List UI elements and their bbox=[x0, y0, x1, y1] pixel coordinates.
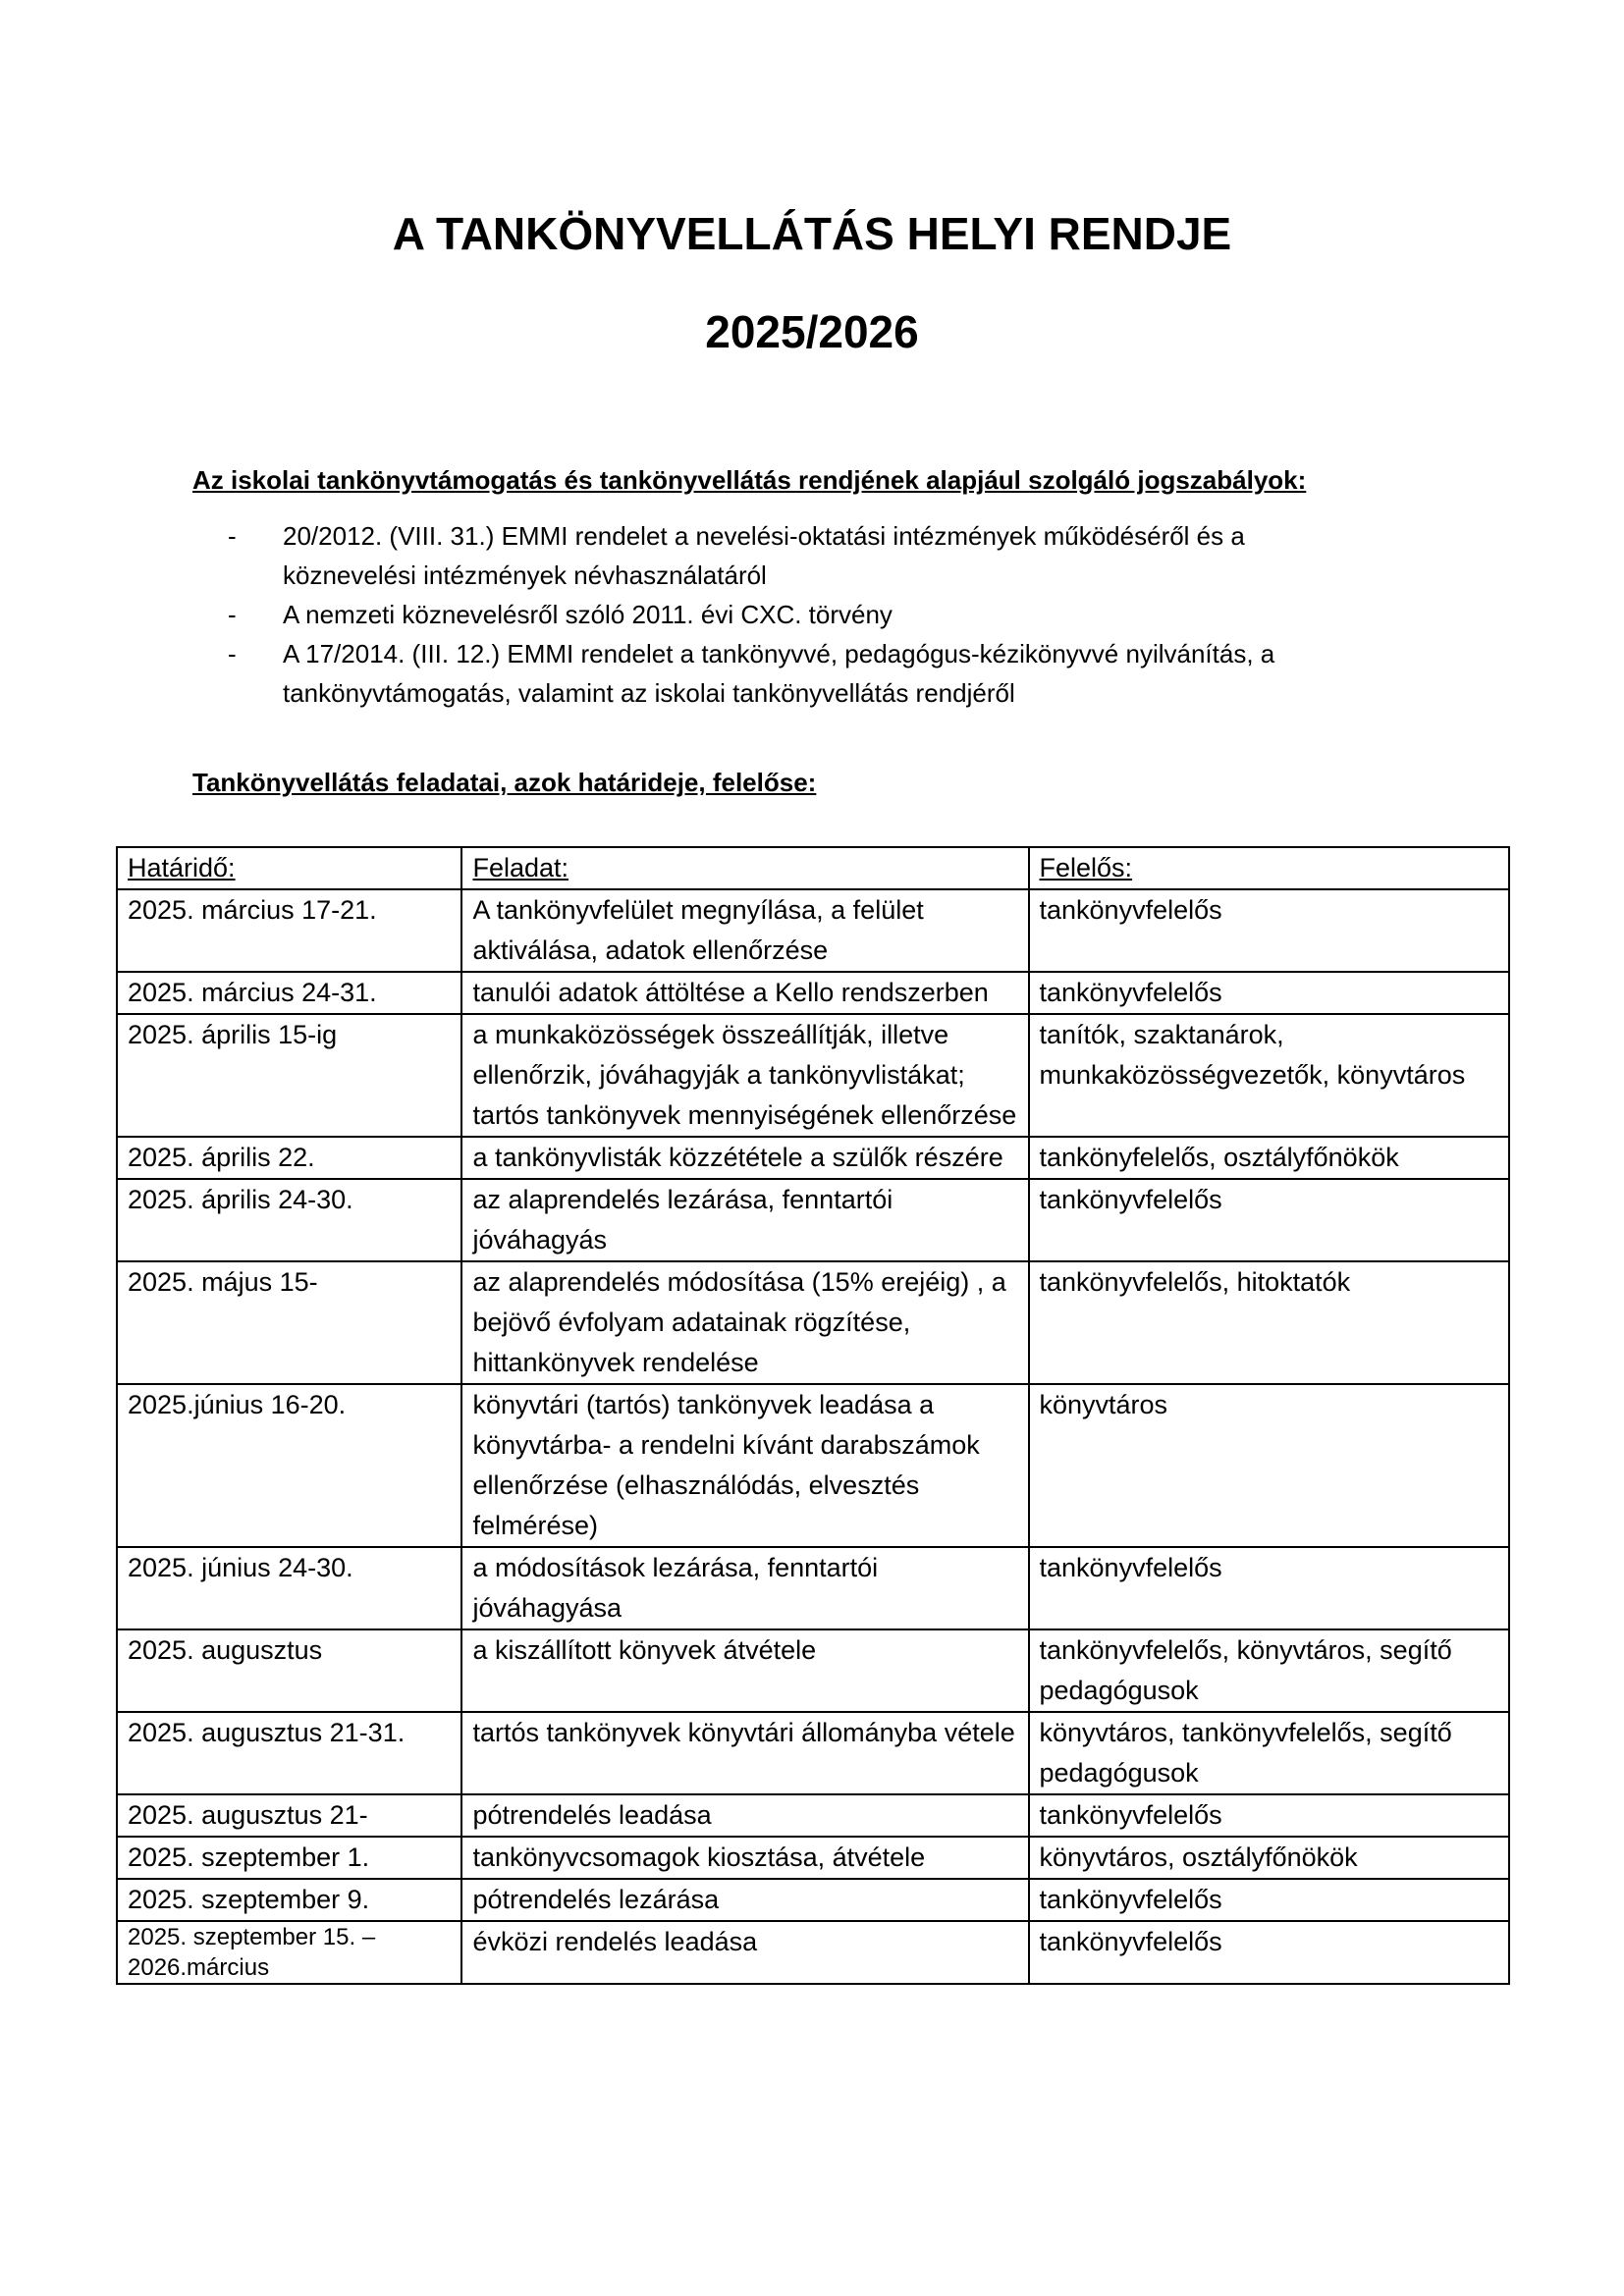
legal-basis-item bbox=[192, 595, 1371, 634]
task-cell: a munkaközösségek összeállítják, illetve ellenőrzik, jóváhagyják a tankönyvlistákat; tartós tankönyvek mennyiségének ellenőrzése bbox=[461, 1014, 1028, 1137]
task-cell: tanulói adatok áttöltése a Kello rendszerben bbox=[461, 972, 1028, 1014]
deadline-cell: 2025. szeptember 15. – 2026.március bbox=[117, 1921, 461, 1984]
table-row bbox=[117, 1261, 1509, 1384]
legal-basis-list bbox=[192, 516, 1371, 713]
deadline-cell: 2025. április 24-30. bbox=[117, 1179, 461, 1261]
responsible-cell: könyvtáros bbox=[1029, 1384, 1510, 1547]
legal-basis-heading: Az iskolai tankönyvtámogatás és tankönyvellátás rendjének alapjául szolgáló jogszabályok: bbox=[192, 465, 1307, 495]
deadline-cell: 2025. augusztus bbox=[117, 1629, 461, 1712]
deadline-cell: 2025. augusztus 21-31. bbox=[117, 1712, 461, 1794]
task-cell: az alaprendelés módosítása (15% erejéig) , a bejövő évfolyam adatainak rögzítése, hittankönyvek rendelése bbox=[461, 1261, 1028, 1384]
page-subtitle-year: 2025/2026 bbox=[705, 306, 919, 357]
task-cell: a módosítások lezárása, fenntartói jóváhagyása bbox=[461, 1547, 1028, 1629]
table-row bbox=[117, 1014, 1509, 1137]
deadline-cell: 2025. március 24-31. bbox=[117, 972, 461, 1014]
task-cell: az alaprendelés lezárása, fenntartói jóváhagyás bbox=[461, 1179, 1028, 1261]
responsible-cell: könyvtáros, osztályfőnökök bbox=[1029, 1837, 1510, 1879]
deadline-cell: 2025. augusztus 21- bbox=[117, 1794, 461, 1837]
task-cell: pótrendelés lezárása bbox=[461, 1879, 1028, 1921]
list-dash: - bbox=[228, 521, 237, 551]
task-cell: könyvtári (tartós) tankönyvek leadása a könyvtárba- a rendelni kívánt darabszámok ellenőrzése (elhasználódás, elvesztés felmérése) bbox=[461, 1384, 1028, 1547]
responsible-cell: könyvtáros, tankönyvfelelős, segítő pedagógusok bbox=[1029, 1712, 1510, 1794]
table-row bbox=[117, 1137, 1509, 1179]
responsible-cell: tankönyvfelelős, könyvtáros, segítő pedagógusok bbox=[1029, 1629, 1510, 1712]
header-task: Feladat: bbox=[461, 847, 1028, 889]
legal-basis-item bbox=[192, 516, 1371, 595]
tasks-heading: Tankönyvellátás feladatai, azok határideje, felelőse: bbox=[192, 768, 817, 797]
responsible-cell: tanítók, szaktanárok, munkaközösségvezetők, könyvtáros bbox=[1029, 1014, 1510, 1137]
legal-basis-item-text: A 17/2014. (III. 12.) EMMI rendelet a tankönyvvé, pedagógus-kézikönyvvé nyilvánítás, a tankönyvtámogatás, valamint az iskolai tankönyvellátás rendjéről bbox=[283, 639, 1275, 708]
table-row bbox=[117, 972, 1509, 1014]
table-header-row bbox=[117, 847, 1509, 889]
table-row bbox=[117, 1712, 1509, 1794]
table-row bbox=[117, 1547, 1509, 1629]
responsible-cell: tankönyvfelelős bbox=[1029, 889, 1510, 972]
tasks-table bbox=[116, 846, 1510, 1985]
table-row bbox=[117, 1629, 1509, 1712]
table-row bbox=[117, 1879, 1509, 1921]
responsible-cell: tankönyvfelelős bbox=[1029, 1547, 1510, 1629]
table-row bbox=[117, 1921, 1509, 1984]
legal-basis-item-text: A nemzeti köznevelésről szóló 2011. évi CXC. törvény bbox=[283, 600, 893, 629]
responsible-cell: tankönyvfelelős bbox=[1029, 972, 1510, 1014]
legal-basis-item-text: 20/2012. (VIII. 31.) EMMI rendelet a nevelési-oktatási intézmények működéséről és a köznevelési intézmények névhasználatáról bbox=[283, 521, 1245, 590]
responsible-cell: tankönyfelelős, osztályfőnökök bbox=[1029, 1137, 1510, 1179]
deadline-cell: 2025. április 15-ig bbox=[117, 1014, 461, 1137]
responsible-cell: tankönyvfelelős bbox=[1029, 1921, 1510, 1984]
list-dash: - bbox=[228, 600, 237, 629]
task-cell: évközi rendelés leadása bbox=[461, 1921, 1028, 1984]
list-dash: - bbox=[228, 639, 237, 668]
legal-basis-item bbox=[192, 634, 1371, 713]
table-row bbox=[117, 1384, 1509, 1547]
deadline-cell: 2025.június 16-20. bbox=[117, 1384, 461, 1547]
task-cell: a kiszállított könyvek átvétele bbox=[461, 1629, 1028, 1712]
task-cell: tankönyvcsomagok kiosztása, átvétele bbox=[461, 1837, 1028, 1879]
deadline-cell: 2025. szeptember 9. bbox=[117, 1879, 461, 1921]
task-cell: tartós tankönyvek könyvtári állományba vétele bbox=[461, 1712, 1028, 1794]
deadline-cell: 2025. április 22. bbox=[117, 1137, 461, 1179]
header-responsible: Felelős: bbox=[1029, 847, 1510, 889]
deadline-cell: 2025. május 15- bbox=[117, 1261, 461, 1384]
task-cell: pótrendelés leadása bbox=[461, 1794, 1028, 1837]
responsible-cell: tankönyvfelelős, hitoktatók bbox=[1029, 1261, 1510, 1384]
deadline-cell: 2025. március 17-21. bbox=[117, 889, 461, 972]
task-cell: a tankönyvlisták közzététele a szülők részére bbox=[461, 1137, 1028, 1179]
table-row bbox=[117, 1837, 1509, 1879]
task-cell: A tankönyvfelület megnyílása, a felület aktiválása, adatok ellenőrzése bbox=[461, 889, 1028, 972]
responsible-cell: tankönyvfelelős bbox=[1029, 1879, 1510, 1921]
table-row bbox=[117, 889, 1509, 972]
responsible-cell: tankönyvfelelős bbox=[1029, 1794, 1510, 1837]
deadline-cell: 2025. szeptember 1. bbox=[117, 1837, 461, 1879]
table-row bbox=[117, 1794, 1509, 1837]
table-row bbox=[117, 1179, 1509, 1261]
page-title: A TANKÖNYVELLÁTÁS HELYI RENDJE bbox=[392, 208, 1232, 259]
responsible-cell: tankönyvfelelős bbox=[1029, 1179, 1510, 1261]
deadline-cell: 2025. június 24-30. bbox=[117, 1547, 461, 1629]
header-deadline: Határidő: bbox=[117, 847, 461, 889]
